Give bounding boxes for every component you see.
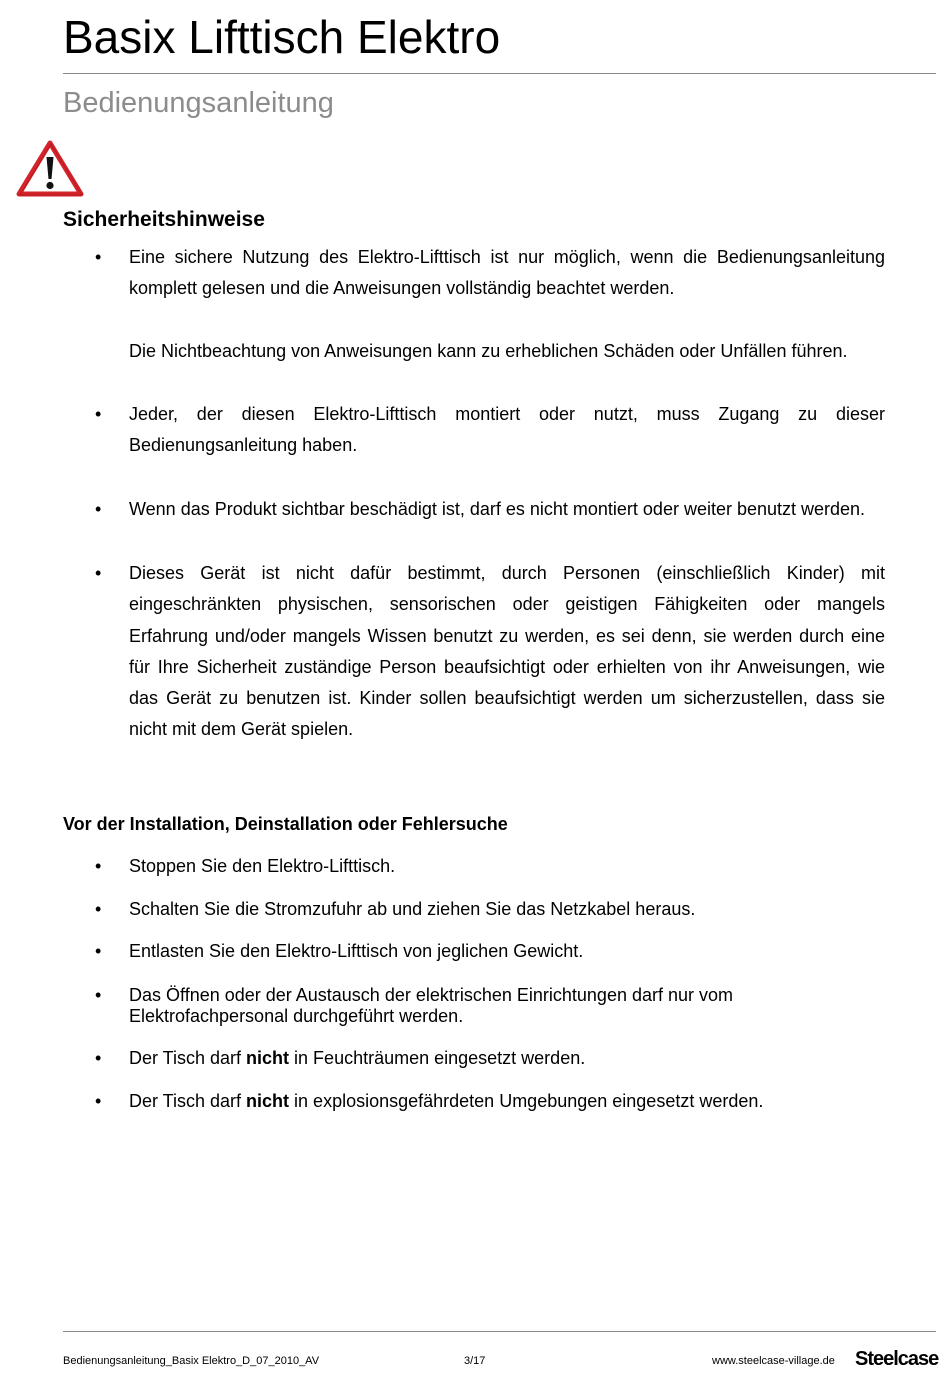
install-item-6-emphasis: nicht	[246, 1091, 290, 1111]
bullet: •	[95, 899, 102, 919]
install-item-5-emphasis: nicht	[246, 1048, 290, 1068]
install-item-4: Das Öffnen oder der Austausch der elektrischen Einrichtungen darf nur vom Elektrofachpersonal durchgeführt werden.	[129, 985, 734, 1026]
install-item-5-post: in Feuchträumen eingesetzt werden.	[289, 1048, 586, 1068]
bullet: •	[95, 941, 102, 961]
bullet: •	[95, 1091, 102, 1111]
steelcase-logo: Steelcase	[855, 1348, 939, 1370]
install-item-6-pre: Der Tisch darf	[129, 1091, 247, 1111]
install-item-6	[129, 1091, 885, 1112]
safety-item-2: Jeder, der diesen Elektro-Lifttisch montiert oder nutzt, muss Zugang zu dieser Bedienungsanleitung haben.	[129, 404, 885, 456]
footer-website: www.steelcase-village.de	[712, 1355, 835, 1367]
bullet: •	[95, 856, 102, 876]
safety-item-1: Eine sichere Nutzung des Elektro-Lifttisch ist nur möglich, wenn die Bedienungsanleitung komplett gelesen und die Anweisungen vollständig beachtet werden.	[129, 247, 885, 299]
footer-document-id: Bedienungsanleitung_Basix Elektro_D_07_2010_AV	[63, 1355, 320, 1367]
safety-heading: Sicherheitshinweise	[63, 208, 265, 231]
footer-page-number: 3/17	[464, 1355, 486, 1367]
document-title: Basix Lifttisch Elektro	[63, 11, 501, 63]
footer-divider	[63, 1331, 936, 1332]
warning-triangle-icon	[16, 140, 84, 198]
install-item-6-post: in explosionsgefährdeten Umgebungen eingesetzt werden.	[289, 1091, 764, 1111]
document-subtitle: Bedienungsanleitung	[63, 87, 334, 119]
bullet: •	[95, 1048, 102, 1068]
install-item-1: Stoppen Sie den Elektro-Lifttisch.	[129, 856, 396, 876]
bullet: •	[95, 563, 102, 583]
safety-item-4: Dieses Gerät ist nicht dafür bestimmt, durch Personen (einschließlich Kinder) mit eingeschränkten physischen, sensorischen oder geistigen Fähigkeiten oder mangels Erfahrung und/oder mangels Wissen benutzt zu werden, es sei denn, sie werden durch eine für Ihre Sicherheit zuständige Person beaufsichtigt oder erhielten von ihr Anweisungen, wie das Gerät zu benutzen ist. Kinder sollen beaufsichtigt werden um sicherzustellen, dass sie nicht mit dem Gerät spielen.	[129, 563, 885, 740]
install-item-5	[129, 1048, 885, 1069]
install-heading: Vor der Installation, Deinstallation oder Fehlersuche	[63, 814, 508, 834]
install-item-3: Entlasten Sie den Elektro-Lifttisch von jeglichen Gewicht.	[129, 941, 584, 961]
bullet: •	[95, 247, 102, 267]
install-item-2: Schalten Sie die Stromzufuhr ab und ziehen Sie das Netzkabel heraus.	[129, 899, 696, 919]
bullet: •	[95, 404, 102, 424]
title-divider	[63, 73, 936, 74]
install-item-5-pre: Der Tisch darf	[129, 1048, 247, 1068]
safety-note: Die Nichtbeachtung von Anweisungen kann zu erheblichen Schäden oder Unfällen führen.	[129, 341, 848, 361]
bullet: •	[95, 985, 102, 1005]
safety-item-3: Wenn das Produkt sichtbar beschädigt ist, darf es nicht montiert oder weiter benutzt werden.	[129, 499, 866, 519]
bullet: •	[95, 499, 102, 519]
